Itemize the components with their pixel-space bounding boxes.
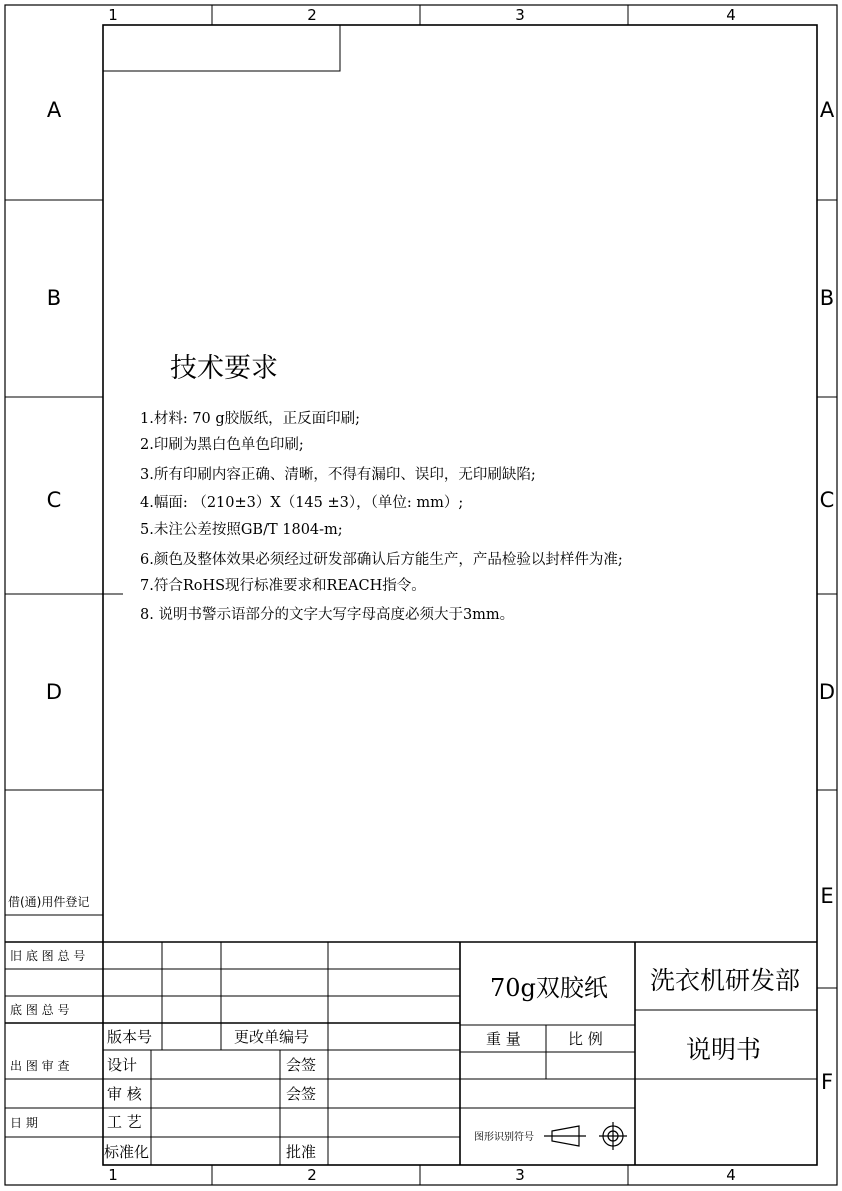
- borrow-register-label: 借(通)用件登记: [8, 895, 90, 909]
- zone-row-right-b: B: [819, 286, 835, 310]
- tech-item-4: 4.幅面: （210±3）X（145 ±3），（单位: mm）;: [140, 495, 464, 511]
- approve-label: 批准: [286, 1143, 317, 1161]
- target-symbol-icon: [599, 1122, 627, 1150]
- tech-item-3: 3.所有印刷内容正确、清晰，不得有漏印、误印，无印刷缺陷;: [140, 467, 536, 483]
- review-label: 审 核: [107, 1085, 142, 1103]
- material-name: 70g双胶纸: [490, 974, 608, 1002]
- zone-row-left-a: A: [46, 98, 62, 122]
- tech-item-2: 2.印刷为黑白色单色印刷;: [140, 437, 304, 453]
- document-name: 说明书: [686, 1035, 762, 1064]
- tech-item-1: 1.材料: 70 g胶版纸，正反面印刷;: [140, 411, 361, 427]
- weight-label: 重 量: [486, 1030, 521, 1048]
- tech-item-8: 8. 说明书警示语部分的文字大写字母高度必须大于3mm。: [140, 607, 515, 623]
- zone-col-bottom-2: 2: [307, 1166, 317, 1184]
- zone-col-bottom-4: 4: [726, 1166, 736, 1184]
- date-label: 日 期: [10, 1116, 38, 1130]
- zone-col-top-1: 1: [108, 6, 118, 24]
- zone-row-right-d: D: [818, 680, 836, 704]
- zone-row-right-c: C: [819, 488, 835, 512]
- zone-col-top-3: 3: [515, 6, 525, 24]
- department-name: 洗衣机研发部: [650, 966, 801, 995]
- zone-col-bottom-1: 1: [108, 1166, 118, 1184]
- zone-row-right-a: A: [819, 98, 835, 122]
- tech-item-5: 5.未注公差按照GB/T 1804-m;: [140, 522, 343, 538]
- change-no-label: 更改单编号: [234, 1028, 310, 1046]
- scale-label: 比 例: [568, 1030, 603, 1048]
- countersign-label-1: 会签: [286, 1056, 317, 1074]
- base-total-label: 底 图 总 号: [10, 1003, 70, 1017]
- standardize-label: 标准化: [104, 1143, 150, 1161]
- tech-item-6: 6.颜色及整体效果必须经过研发部确认后方能生产，产品检验以封样件为准;: [140, 552, 623, 568]
- zone-row-left-c: C: [46, 488, 62, 512]
- tech-item-7: 7.符合RoHS现行标准要求和REACH指令。: [140, 578, 426, 594]
- zone-row-right-e: E: [820, 884, 834, 908]
- zone-row-right-f: F: [820, 1070, 834, 1094]
- version-no-label: 版本号: [107, 1028, 153, 1046]
- tech-title: 技术要求: [170, 353, 278, 384]
- zone-col-bottom-3: 3: [515, 1166, 525, 1184]
- countersign-label-2: 会签: [286, 1085, 317, 1103]
- zone-row-left-d: D: [45, 680, 63, 704]
- zone-col-top-2: 2: [307, 6, 317, 24]
- outer-border: [5, 5, 837, 1185]
- reference-box: [103, 25, 340, 71]
- old-base-total-label: 旧 底 图 总 号: [10, 949, 86, 963]
- zone-row-left-b: B: [46, 286, 62, 310]
- symbol-label: 图形识别符号: [474, 1132, 534, 1143]
- zone-col-top-4: 4: [726, 6, 736, 24]
- design-label: 设计: [107, 1056, 138, 1074]
- process-label: 工 艺: [107, 1113, 142, 1131]
- projection-symbol-icon: [544, 1126, 586, 1146]
- output-review-label: 出 图 审 查: [10, 1059, 70, 1073]
